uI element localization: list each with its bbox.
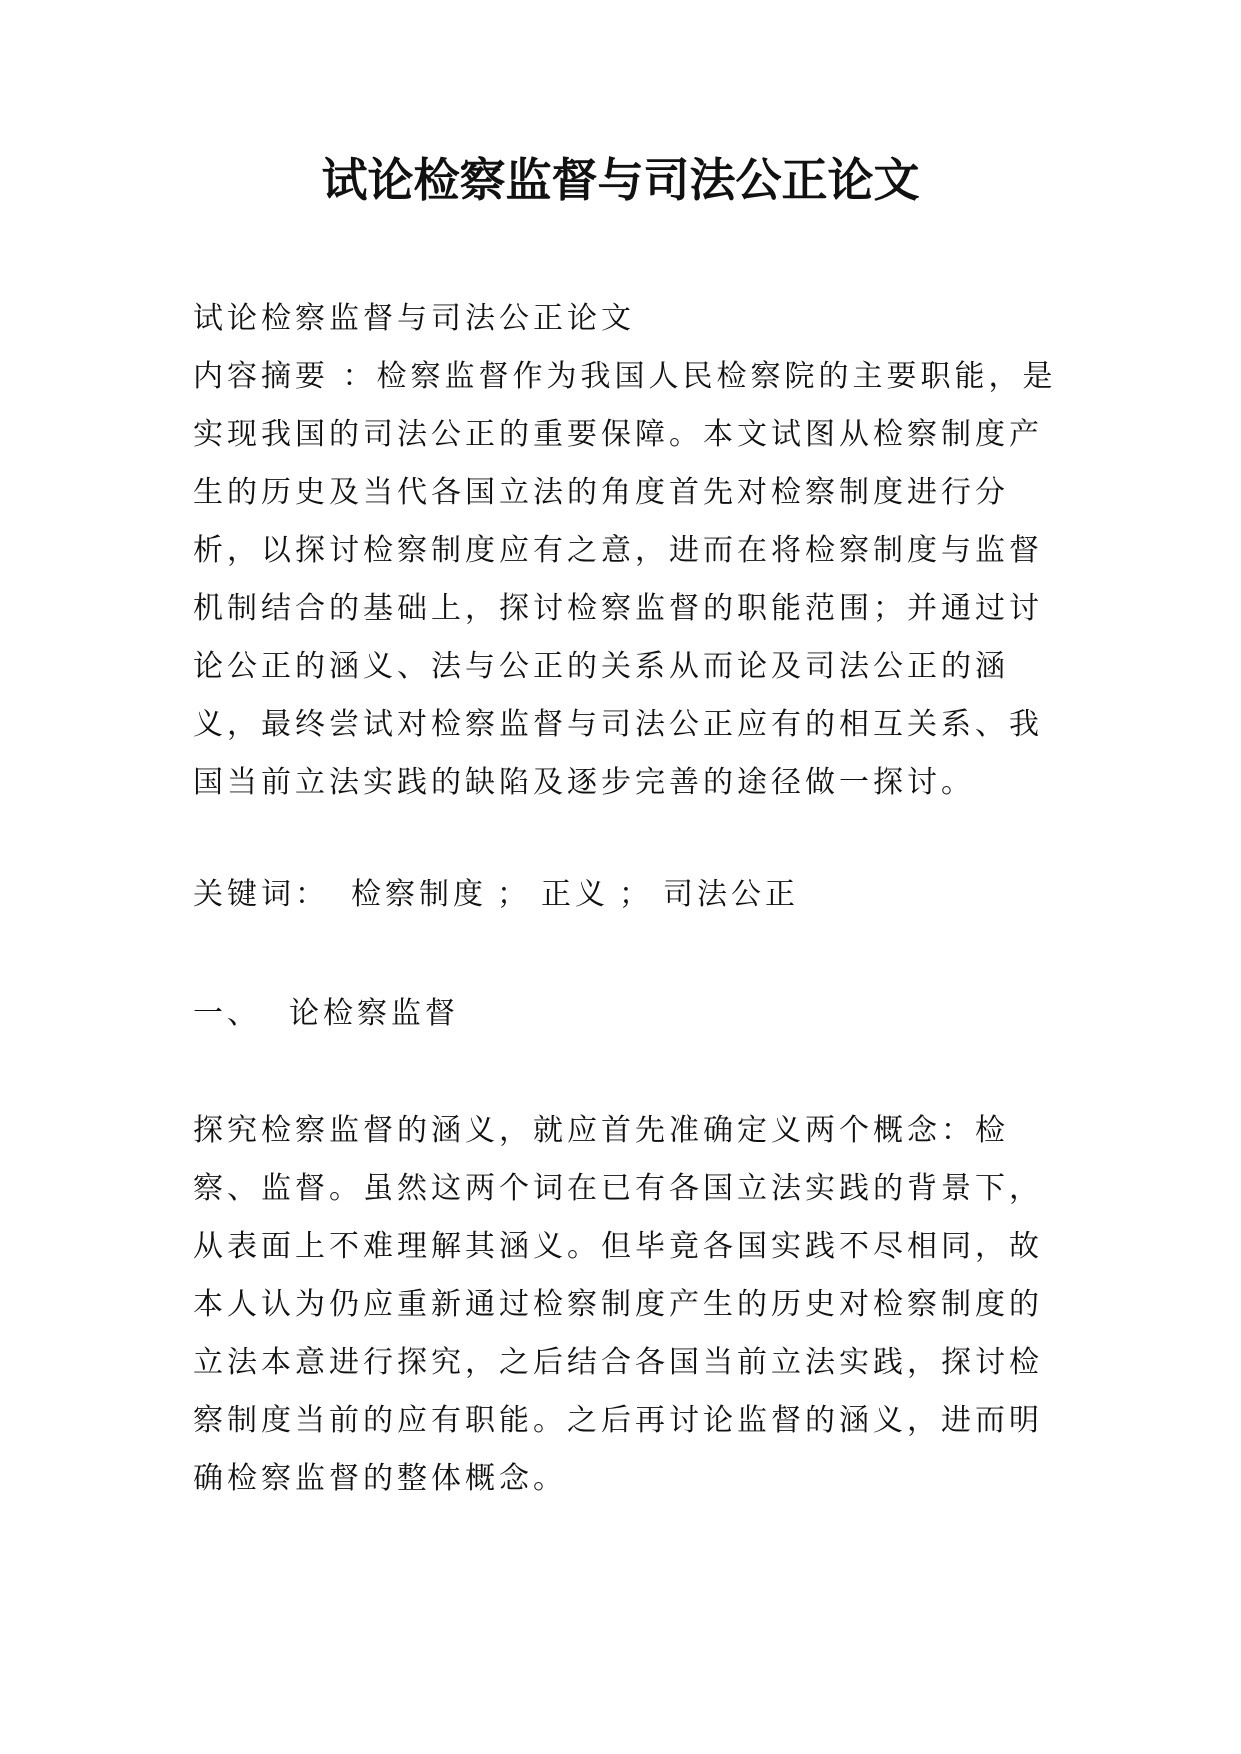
document-title: 试论检察监督与司法公正论文 xyxy=(321,153,920,207)
keyword-item: 正义 xyxy=(541,877,609,912)
keyword-separator: ； xyxy=(619,877,653,912)
abstract-label: 内容摘要 ： xyxy=(193,359,377,394)
keyword-separator: ； xyxy=(497,877,531,912)
keywords-label: 关键词： xyxy=(193,877,329,912)
abstract-text: 检察监督作为我国人民检察院的主要职能，是实现我国的司法公正的重要保障。本文试图从检察制度产生的历史及当代各国立法的角度首先对检察制度进行分析，以探讨检察制度应有之意，进而在将检察制度与监督机制结合的基础上，探讨检察监督的职能范围；并通过讨论公正的涵义、法与公正的关系从而论及司法公正的涵义，最终尝试对检察监督与司法公正应有的相互关系、我国当前立法实践的缺陷及逐步完善的途径做一探讨。 xyxy=(193,359,1057,800)
section-number: 一、 xyxy=(193,996,261,1031)
section-heading xyxy=(193,985,1073,1043)
keyword-item: 检察制度 xyxy=(351,877,487,912)
abstract-paragraph xyxy=(193,348,1073,812)
section-heading-text: 论检察监督 xyxy=(289,996,459,1031)
section-body-paragraph: 探究检察监督的涵义，就应首先准确定义两个概念：检察、监督。虽然这两个词在已有各国立法实践的背景下，从表面上不难理解其涵义。但毕竟各国实践不尽相同，故本人认为仍应重新通过检察制度产生的历史对检察制度的立法本意进行探究，之后结合各国当前立法实践，探讨检察制度当前的应有职能。之后再讨论监督的涵义，进而明确检察监督的整体概念。 xyxy=(193,1113,1043,1496)
document-subtitle: 试论检察监督与司法公正论文 xyxy=(193,301,635,336)
keywords-line xyxy=(193,866,1073,924)
keyword-item: 司法公正 xyxy=(663,877,799,912)
